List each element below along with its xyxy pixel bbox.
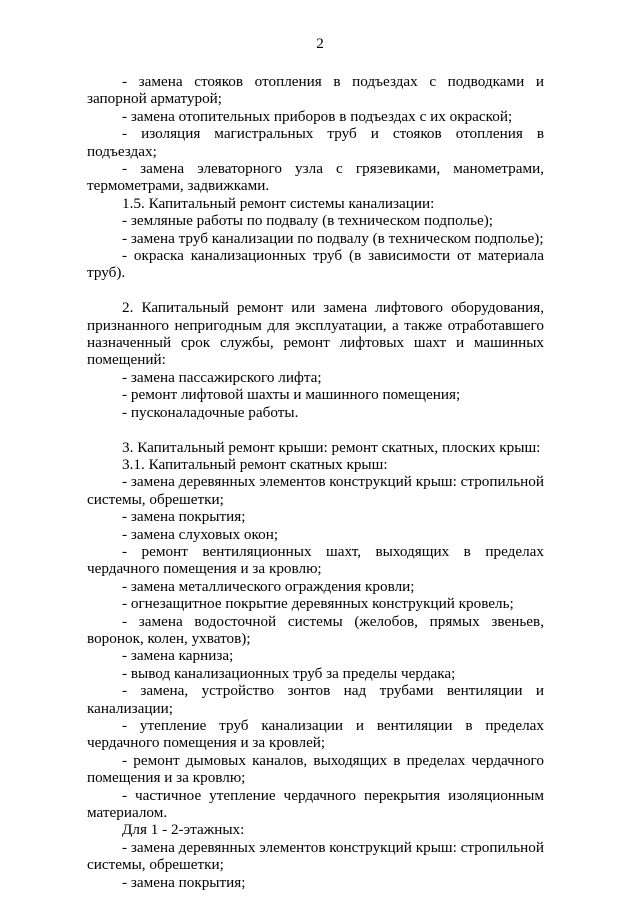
list-item: - замена пассажирского лифта; [122, 368, 322, 386]
section-heading: 1.5. Капитальный ремонт системы канализации: [122, 194, 435, 212]
list-item: - ремонт лифтовой шахты и машинного помещения; [122, 386, 461, 404]
list-item: - замена металлического ограждения кровли; [122, 577, 415, 595]
list-item: - частичное утепление чердачного перекрытия изоляционным материалом. [87, 786, 544, 822]
list-item: - замена водосточной системы (желобов, прямых звеньев, воронок, колен, ухватов); [87, 612, 544, 647]
list-item: - окраска канализационных труб (в зависимости от материала труб). [87, 247, 544, 282]
list-item: - замена труб канализации по подвалу (в техническом подполье); [122, 229, 544, 247]
list-item: - замена деревянных элементов конструкций крыш: стропильной системы, обрешетки; [87, 473, 544, 508]
section-heading: 3.1. Капитальный ремонт скатных крыш: [122, 455, 388, 473]
list-item: - замена карниза; [122, 647, 234, 665]
paragraph-spacer [87, 421, 544, 438]
list-item: - замена слуховых окон; [122, 525, 279, 543]
list-item: - замена, устройство зонтов над трубами вентиляции и канализации; [87, 682, 544, 717]
list-item: - ремонт дымовых каналов, выходящих в пределах чердачного помещения и за кровлю; [87, 751, 544, 787]
list-item: - изоляция магистральных труб и стояков отопления в подъездах; [87, 125, 544, 160]
list-item: - замена стояков отопления в подъездах с подводками и запорной арматурой; [87, 73, 544, 108]
list-item: - замена покрытия; [122, 873, 246, 891]
list-item: - замена деревянных элементов конструкций крыш: стропильной системы, обрешетки; [87, 838, 544, 874]
list-item: - замена элеваторного узла с грязевиками, манометрами, термометрами, задвижками. [87, 160, 544, 195]
list-item: - утепление труб канализации и вентиляции в пределах чердачного помещения и за кровлей; [87, 717, 544, 752]
list-item: - огнезащитное покрытие деревянных конструкций кровель; [122, 595, 514, 613]
list-item: - вывод канализационных труб за пределы чердака; [122, 664, 456, 682]
section-heading: 2. Капитальный ремонт или замена лифтового оборудования, признанного непригодным для эксплуатации, а также отработавшего назначенный срок службы, ремонт лифтовых шахт и машинных помещений: [87, 299, 544, 369]
list-item: - замена отопительных приборов в подъездах с их окраской; [122, 107, 513, 125]
section-heading: 3. Капитальный ремонт крыши: ремонт скатных, плоских крыш: [122, 438, 541, 456]
document-body [87, 73, 544, 891]
list-item: - ремонт вентиляционных шахт, выходящих в пределах чердачного помещения и за кровлю; [87, 542, 544, 578]
paragraph-spacer [87, 282, 544, 299]
list-item: - замена покрытия; [122, 508, 246, 526]
page-number: 2 [316, 35, 324, 52]
section-heading: Для 1 - 2-этажных: [122, 821, 245, 839]
list-item: - земляные работы по подвалу (в техническом подполье); [122, 212, 494, 230]
list-item: - пусконаладочные работы. [122, 403, 299, 421]
